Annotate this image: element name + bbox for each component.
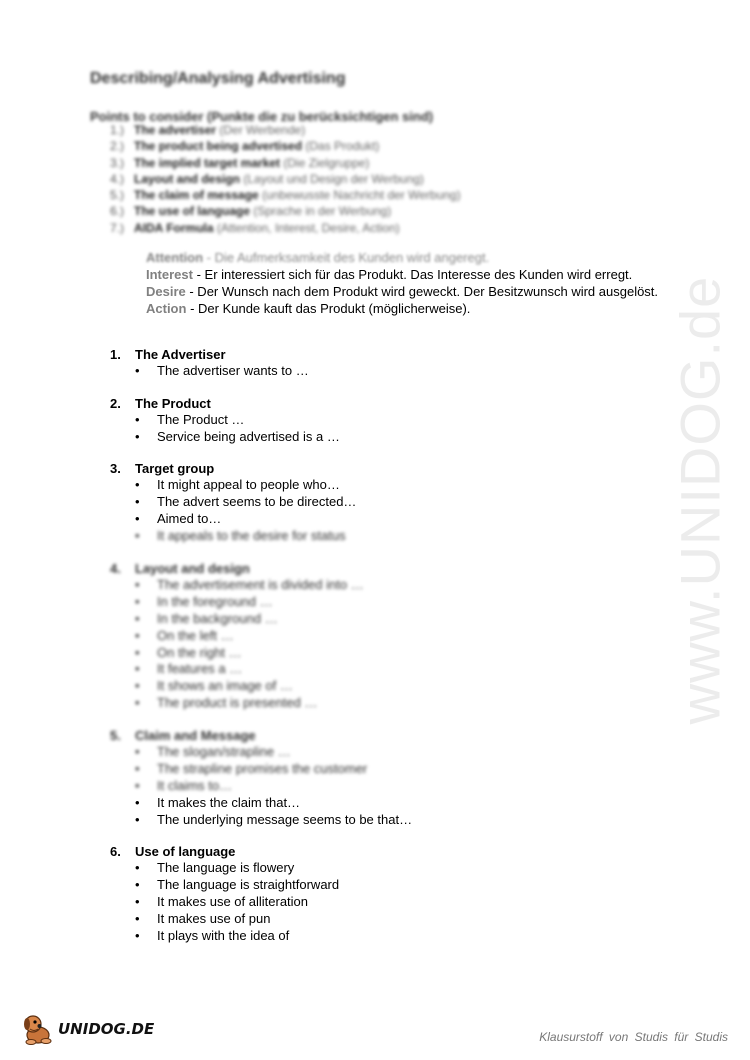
list-item: • It claims to… — [135, 777, 233, 793]
list-item: • On the right … — [135, 644, 242, 660]
logo-text: UNIDOG.DE — [58, 1020, 155, 1038]
section-heading: 2. The Product — [110, 396, 211, 411]
points-heading: Points to consider (Punkte die zu berücksichtigen sind) — [90, 109, 434, 124]
list-item: • The slogan/strapline … — [135, 744, 291, 759]
aida-desire: Desire - Der Wunsch nach dem Produkt wird geweckt. Der Besitzwunsch wird ausgelöst. — [146, 284, 659, 299]
list-item: • The advertiser wants to … — [135, 363, 309, 378]
list-item: • In the foreground … — [135, 593, 273, 609]
list-item: • The advertisement is divided into … — [135, 577, 364, 592]
list-item: • In the background … — [135, 610, 278, 626]
point-item: 1.) The advertiser (Der Werbende) — [110, 123, 306, 137]
list-item: • It makes use of alliteration — [135, 893, 309, 909]
section-heading: 1. The Advertiser — [110, 347, 226, 362]
list-item: • It appeals to the desire for status — [135, 527, 346, 543]
point-item: 7.) AIDA Formula (Attention, Interest, Desire, Action) — [110, 220, 400, 235]
list-item: • It makes the claim that… — [135, 794, 301, 810]
list-item: • The product is presented … — [135, 695, 318, 711]
aida-attention: Attention - Die Aufmerksamkeit des Kunden wird angeregt. — [146, 250, 490, 265]
section-target-group — [110, 460, 356, 545]
list-item: • It makes use of pun — [135, 910, 271, 926]
section-claim-message — [110, 727, 412, 828]
section-heading: 6. Use of language — [110, 844, 236, 859]
point-item: 6.) The use of language (Sprache in der Werbung) — [110, 204, 392, 219]
section-heading: 4. Layout and design — [110, 561, 250, 576]
point-item: 4.) Layout and design (Layout und Design der Werbung) — [110, 171, 424, 186]
section-advertiser — [110, 346, 309, 380]
section-layout-design — [110, 560, 364, 712]
point-item: 3.) The implied target market (Die Zielgruppe) — [110, 155, 370, 170]
list-item: • The language is flowery — [135, 860, 295, 875]
footer-tagline: Klausurstoff von Studis für Studis — [539, 1030, 728, 1044]
list-item: • It features a … — [135, 661, 243, 677]
list-item: • It plays with the idea of — [135, 927, 290, 943]
point-item: 5.) The claim of message (unbewusste Nachricht der Werbung) — [110, 188, 461, 203]
list-item: • The strapline promises the customer — [135, 760, 368, 776]
unidog-logo[interactable] — [22, 1013, 154, 1045]
aida-block — [146, 249, 658, 317]
list-item: • On the left … — [135, 627, 234, 643]
list-item: • Service being advertised is a … — [135, 428, 340, 444]
dog-mascot-icon — [22, 1013, 56, 1045]
watermark: www.UNIDOG.de — [668, 275, 732, 725]
point-item: 2.) The product being advertised (Das Produkt) — [110, 139, 380, 154]
section-heading: 5. Claim and Message — [110, 728, 256, 743]
aida-action: Action - Der Kunde kauft das Produkt (möglicherweise). — [146, 301, 471, 316]
points-list — [110, 122, 461, 236]
aida-interest: Interest - Er interessiert sich für das Produkt. Das Interesse des Kunden wird erregt. — [146, 267, 633, 282]
list-item: • The advert seems to be directed… — [135, 493, 357, 509]
section-heading: 3. Target group — [110, 461, 215, 476]
list-item: • Aimed to… — [135, 510, 222, 526]
list-item: • It shows an image of … — [135, 678, 293, 694]
section-use-of-language — [110, 843, 339, 944]
list-item: • The language is straightforward — [135, 876, 340, 892]
section-product — [110, 395, 340, 446]
document-title: Describing/Analysing Advertising — [90, 70, 346, 87]
list-item: • It might appeal to people who… — [135, 477, 340, 492]
list-item: • The underlying message seems to be that… — [135, 811, 413, 827]
list-item: • The Product … — [135, 412, 245, 427]
